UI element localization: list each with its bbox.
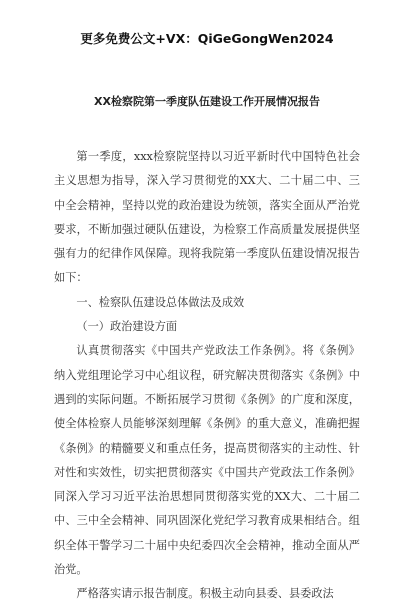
- document-body: [54, 145, 360, 607]
- body-paragraph: 认真贯彻落实《中国共产党政法工作条例》。将《条例》纳入党组理论学习中心组议程，研究解决贯彻落实《条例》中遇到的实际问题。不断拓展学习贯彻《条例》的广度和深度，使全体检察人员能够深刻理解《条例》的重大意义，准确把握《条例》的精髓要义和重点任务，提高贯彻落实的主动性、针对性和实效性，切实把贯彻落实《中国共产党政法工作条例》同深入学习习近平法治思想同贯彻落实党的XX大、二十届二中、三中全会精神、同巩固深化党纪学习教育成果相结合。组织全体干警学习二十届中央纪委四次全会精神，推动全面从严治党。: [54, 344, 360, 577]
- body-paragraph: 严格落实请示报告制度。积极主动向县委、县委政法: [76, 587, 334, 601]
- document-title: XX检察院第一季度队伍建设工作开展情况报告: [94, 95, 320, 108]
- subsection-heading: （一）政治建设方面: [76, 320, 178, 334]
- intro-paragraph: 第一季度，xxx检察院坚持以习近平新时代中国特色社会主义思想为指导，深入学习贯彻党的XX大、二十届二中、三中全会精神，坚持以党的政治建设为统领，落实全面从严治党要求，不断加强过硬队伍建设，为检察工作高质量发展提供坚强有力的纪律作风保障。现将我院第一季度队伍建设情况报告如下：: [54, 150, 360, 285]
- section-heading: 一、检察队伍建设总体做法及成效: [76, 295, 245, 309]
- watermark-text: 更多免费公文+VX：QiGeGongWen2024: [80, 31, 334, 46]
